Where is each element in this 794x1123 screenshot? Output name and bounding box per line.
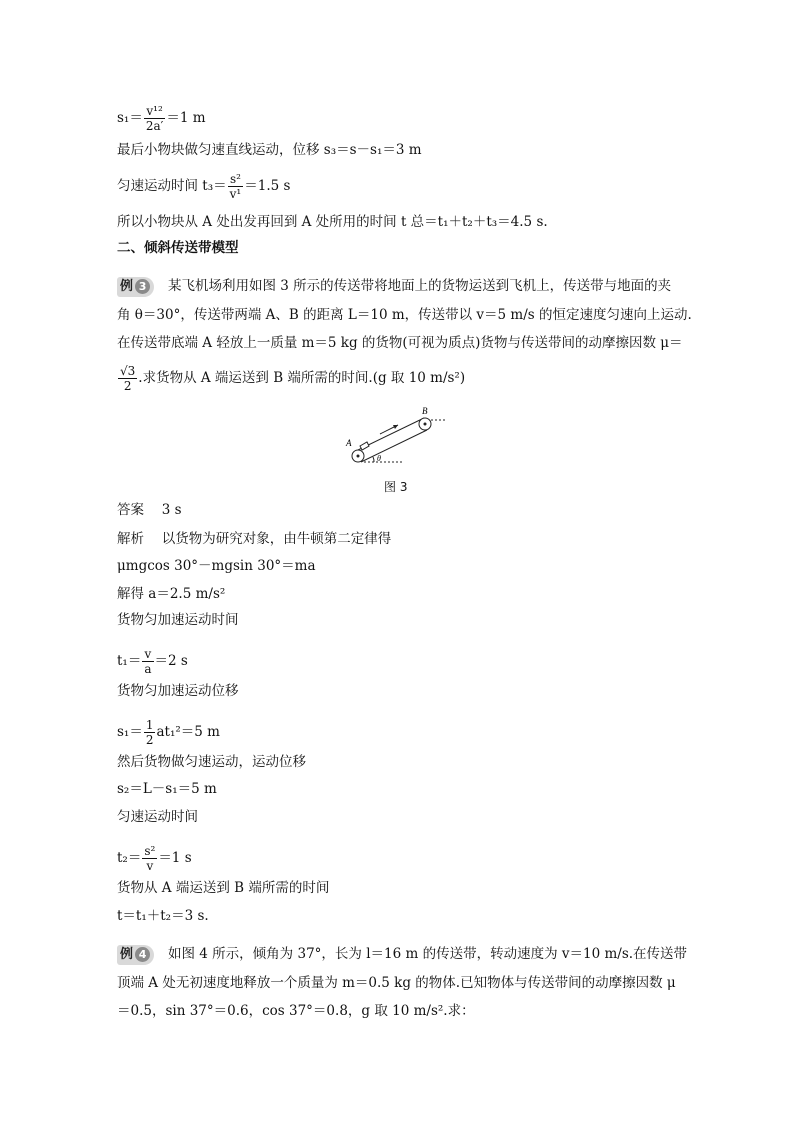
t1-denominator: a: [144, 662, 152, 676]
figure-caption: 图 3: [384, 480, 408, 494]
t2-fraction: [142, 844, 157, 873]
accel-time-label: 货物匀加速运动时间: [117, 612, 239, 628]
t2-numerator: s²: [144, 844, 156, 858]
t3-fraction: [228, 172, 244, 201]
mu-denominator: 2: [123, 379, 132, 393]
mu-numerator: √3: [120, 364, 136, 378]
example4-text-line1: 如图 4 所示，倾角为 37°，长为 l＝16 m 的传送带，转动速度为 v＝10 m/s.在传送带: [168, 946, 688, 962]
example4-line1: [117, 945, 687, 965]
analysis-line: 解析 以货物为研究对象，由牛顿第二定律得: [117, 531, 392, 547]
t1-lhs: t₁＝: [117, 653, 142, 669]
s1-equation: [117, 104, 206, 133]
example3-text-line1: 某飞机场利用如图 3 所示的传送带将地面上的货物运送到飞机上，传送带与地面的夹: [168, 278, 672, 294]
section-heading: 二、倾斜传送带模型: [117, 240, 239, 256]
t1-fraction: [142, 647, 153, 676]
s2-equation: s₂＝L－s₁＝5 m: [117, 781, 217, 797]
s1-rhs: ＝1 m: [166, 110, 206, 126]
s1-denominator: 2a′: [145, 119, 164, 133]
t3-prefix: 匀速运动时间 t₃＝: [117, 178, 227, 194]
s1b-lhs: s₁＝: [117, 724, 143, 740]
t2-denominator: v: [146, 859, 154, 873]
label-b: B: [422, 406, 428, 416]
t1-numerator: v: [142, 647, 153, 662]
example4-line3: ＝0.5，sin 37°＝0.6，cos 37°＝0.8，g 取 10 m/s².求：: [117, 1003, 475, 1019]
label-theta: θ: [377, 454, 381, 463]
s1b-numerator: 1: [145, 718, 154, 732]
example4-line2: 顶端 A 处无初速度地释放一个质量为 m＝0.5 kg 的物体.已知物体与传送带间的动摩擦因数 μ: [117, 975, 676, 991]
s1b-fraction: [144, 718, 156, 747]
example4-badge: [117, 945, 154, 965]
s1-lhs: s₁＝: [117, 110, 143, 126]
acceleration-result: 解得 a＝2.5 m/s²: [117, 586, 226, 602]
t3-equation: [117, 172, 290, 201]
answer-line: 答案 3 s: [117, 502, 182, 518]
example3-line4: [117, 364, 465, 393]
t1-rhs: ＝2 s: [154, 653, 188, 669]
example3-line2: 角 θ＝30°，传送带两端 A、B 的距离 L＝10 m，传送带以 v＝5 m/s 的恒定速度匀速向上运动.: [117, 307, 692, 323]
t3-rhs: ＝1.5 s: [244, 178, 291, 194]
label-a: A: [346, 438, 352, 448]
then-uniform-line: 然后货物做匀速运动，运动位移: [117, 754, 306, 770]
total-equation: t＝t₁＋t₂＝3 s.: [117, 908, 209, 924]
s1b-equation: [117, 718, 220, 747]
s1-numerator: v¹²: [144, 104, 166, 119]
top-roller-axle: [424, 423, 427, 426]
uniform-time-label: 匀速运动时间: [117, 809, 198, 825]
newton-equation: μmgcos 30°－mgsin 30°＝ma: [117, 558, 316, 574]
cargo-block: [360, 442, 369, 450]
example3-line1: [117, 277, 671, 297]
mu-fraction: [118, 364, 137, 393]
s1b-rhs: at₁²＝5 m: [156, 724, 220, 740]
t2-rhs: ＝1 s: [158, 850, 192, 866]
example3-badge-label: 例: [120, 279, 134, 294]
last-uniform-line: 最后小物块做匀速直线运动，位移 s₃＝s－s₁＝3 m: [117, 142, 422, 158]
t3-numerator: s²: [228, 172, 244, 187]
example3-question: .求货物从 A 端运送到 B 端所需的时间.(g 取 10 m/s²): [138, 370, 466, 386]
t1-equation: [117, 647, 188, 676]
angle-arc: [373, 457, 374, 462]
s1-fraction: [144, 104, 166, 133]
total-label: 货物从 A 端运送到 B 端所需的时间: [117, 880, 330, 896]
t2-equation: [117, 844, 192, 873]
example3-line3: 在传送带底端 A 轻放上一质量 m＝5 kg 的货物(可视为质点)货物与传送带间的动摩擦因数 μ＝: [117, 335, 683, 351]
accel-disp-label: 货物匀加速运动位移: [117, 683, 239, 699]
belt-bottom-line: [361, 430, 427, 462]
example3-badge: [117, 277, 154, 297]
s1b-denominator: 2: [145, 733, 154, 747]
example3-badge-number: 3: [135, 279, 150, 294]
t2-lhs: t₂＝: [117, 850, 142, 866]
t3-denominator: v¹: [229, 187, 242, 201]
total-time-line: 所以小物块从 A 处出发再回到 A 处所用的时间 t 总＝t₁＋t₂＋t₃＝4.5 s.: [117, 214, 548, 230]
bottom-roller-axle: [357, 455, 360, 458]
conveyor-figure: [340, 404, 452, 468]
example4-badge-number: 4: [135, 947, 150, 962]
example4-badge-label: 例: [120, 947, 134, 962]
